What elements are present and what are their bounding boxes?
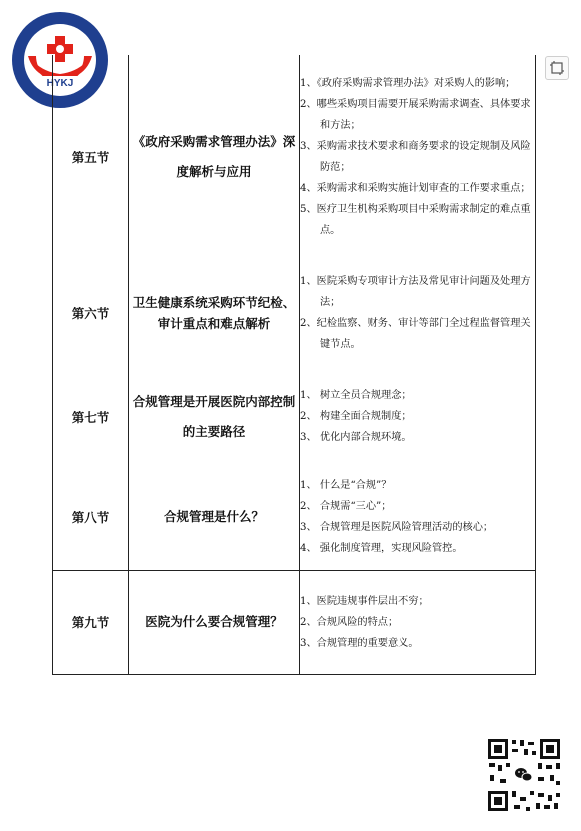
section-label: 第八节 — [53, 465, 129, 570]
table-row — [53, 258, 536, 368]
section-title: 合规管理是开展医院内部控制的主要路径 — [129, 368, 300, 465]
section-points — [300, 258, 536, 368]
list-item: 3、采购需求技术要求和商务要求的设定规制及风险防范； — [300, 140, 531, 173]
screenshot-tool-icon[interactable] — [545, 56, 569, 80]
section-points — [300, 570, 536, 674]
list-item: 1、医院采购专项审计方法及常见审计问题及处理方法； — [300, 276, 531, 308]
section-title: 合规管理是什么？ — [129, 465, 300, 570]
list-item: 3、合规管理的重要意义。 — [300, 637, 419, 649]
list-item: 1、 什么是“合规”？ — [300, 480, 392, 492]
list-item: 2、 合规需“三心”； — [300, 501, 392, 513]
list-item: 2、 构建全面合规制度； — [300, 411, 412, 422]
list-item: 4、采购需求和采购实施计划审查的工作要求重点； — [300, 182, 531, 194]
wechat-qr-code — [486, 737, 562, 813]
section-title: 医院为什么要合规管理？ — [129, 570, 300, 674]
section-title: 《政府采购需求管理办法》深度解析与应用 — [129, 55, 300, 258]
section-label: 第五节 — [53, 55, 129, 258]
table-row — [53, 55, 536, 258]
list-item: 2、纪检监察、财务、审计等部门全过程监督管理关键节点。 — [300, 318, 531, 350]
section-label: 第六节 — [53, 258, 129, 368]
list-item: 3、 优化内部合规环境。 — [300, 432, 412, 443]
course-outline-table — [52, 55, 536, 675]
logo-abbreviation: HYKJ — [46, 78, 74, 89]
table-row — [53, 570, 536, 674]
list-item: 2、合规风险的特点； — [300, 616, 399, 628]
list-item: 1、《政府采购需求管理办法》对采购人的影响； — [300, 77, 516, 89]
section-title: 卫生健康系统采购环节纪检、审计重点和难点解析 — [129, 258, 300, 368]
section-label: 第九节 — [53, 570, 129, 674]
table-row — [53, 465, 536, 570]
section-label: 第七节 — [53, 368, 129, 465]
section-points — [300, 465, 536, 570]
list-item: 5、医疗卫生机构采购项目中采购需求制定的难点重点。 — [300, 203, 531, 236]
list-item: 2、哪些采购项目需要开展采购需求调查、具体要求和方法； — [300, 98, 531, 131]
table-row — [53, 368, 536, 465]
list-item: 3、 合规管理是医院风险管理活动的核心； — [300, 522, 494, 534]
section-points — [300, 368, 536, 465]
section-points — [300, 55, 536, 258]
list-item: 1、医院违规事件层出不穷； — [300, 595, 429, 607]
list-item: 1、 树立全员合规理念； — [300, 390, 412, 401]
list-item: 4、 强化制度管理，实现风险管控。 — [300, 543, 463, 555]
